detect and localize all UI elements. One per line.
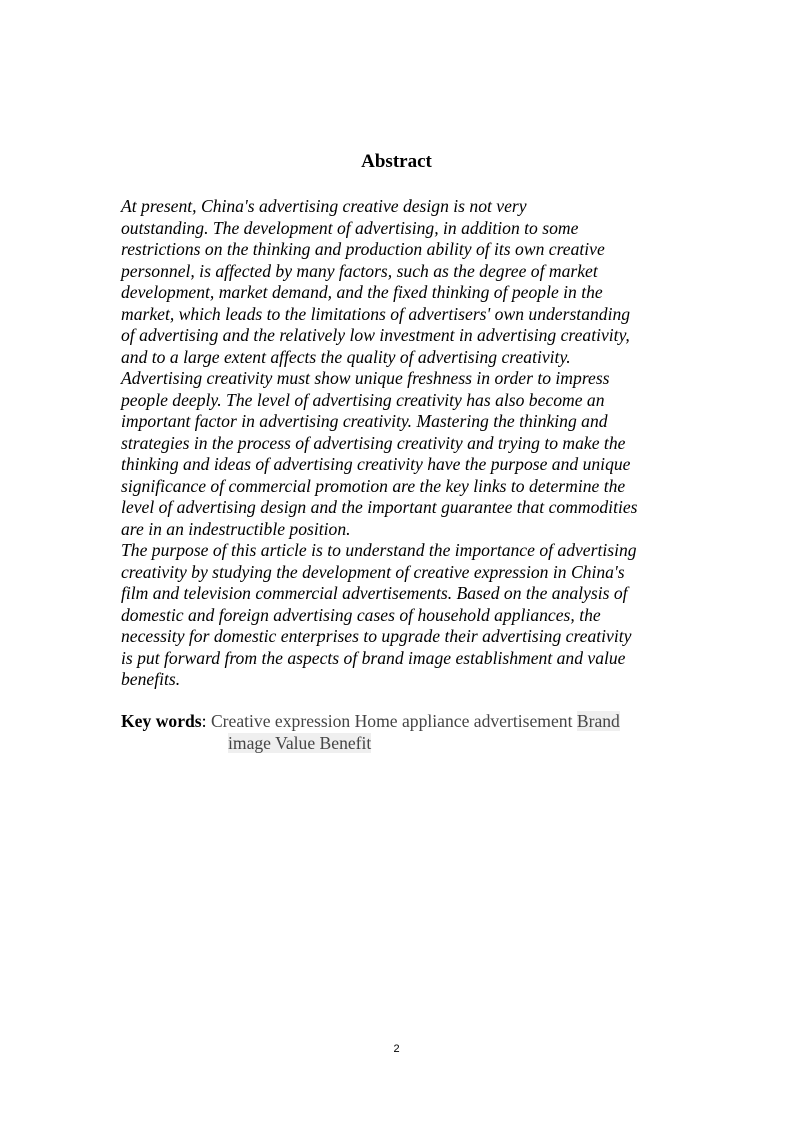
- keywords-label: Key words: [121, 711, 202, 731]
- keywords-list: Creative expression Home appliance advertisement: [210, 711, 577, 731]
- abstract-paragraph-2: The purpose of this article is to understand the importance of advertising creativity by studying the development of creative expression in China's film and television commercial advertisements. Based on the analysis of domestic and foreign advertising cases of household appliances, the necessity for domestic enterprises to upgrade their advertising creativity is put forward from the aspects of brand image establishment and value benefits.: [121, 540, 637, 689]
- abstract-title: Abstract: [361, 151, 432, 172]
- keywords-section: [121, 710, 681, 754]
- abstract-paragraph-1: At present, China's advertising creative design is not very outstanding. The development of advertising, in addition to some restrictions on the thinking and production ability of its own creative personnel, is affected by many factors, such as the degree of market development, market demand, and the fixed thinking of people in the market, which leads to the limitations of advertisers' own understanding of advertising and the relatively low investment in advertising creativity, and to a large extent affects the quality of advertising creativity. Advertising creativity must show unique freshness in order to impress people deeply. The level of advertising creativity has also become an important factor in advertising creativity. Mastering the thinking and strategies in the process of advertising creativity and trying to make the thinking and ideas of advertising creativity have the purpose and unique significance of commercial promotion are the key links to determine the level of advertising design and the important guarantee that commodities are in an indestructible position.: [121, 196, 638, 539]
- keywords-highlight-line1: Brand: [576, 711, 620, 731]
- keywords-highlight-line2: image Value Benefit: [228, 733, 372, 753]
- abstract-body: [121, 196, 681, 691]
- page-number: 2: [393, 1043, 400, 1055]
- keywords-colon: :: [201, 711, 211, 731]
